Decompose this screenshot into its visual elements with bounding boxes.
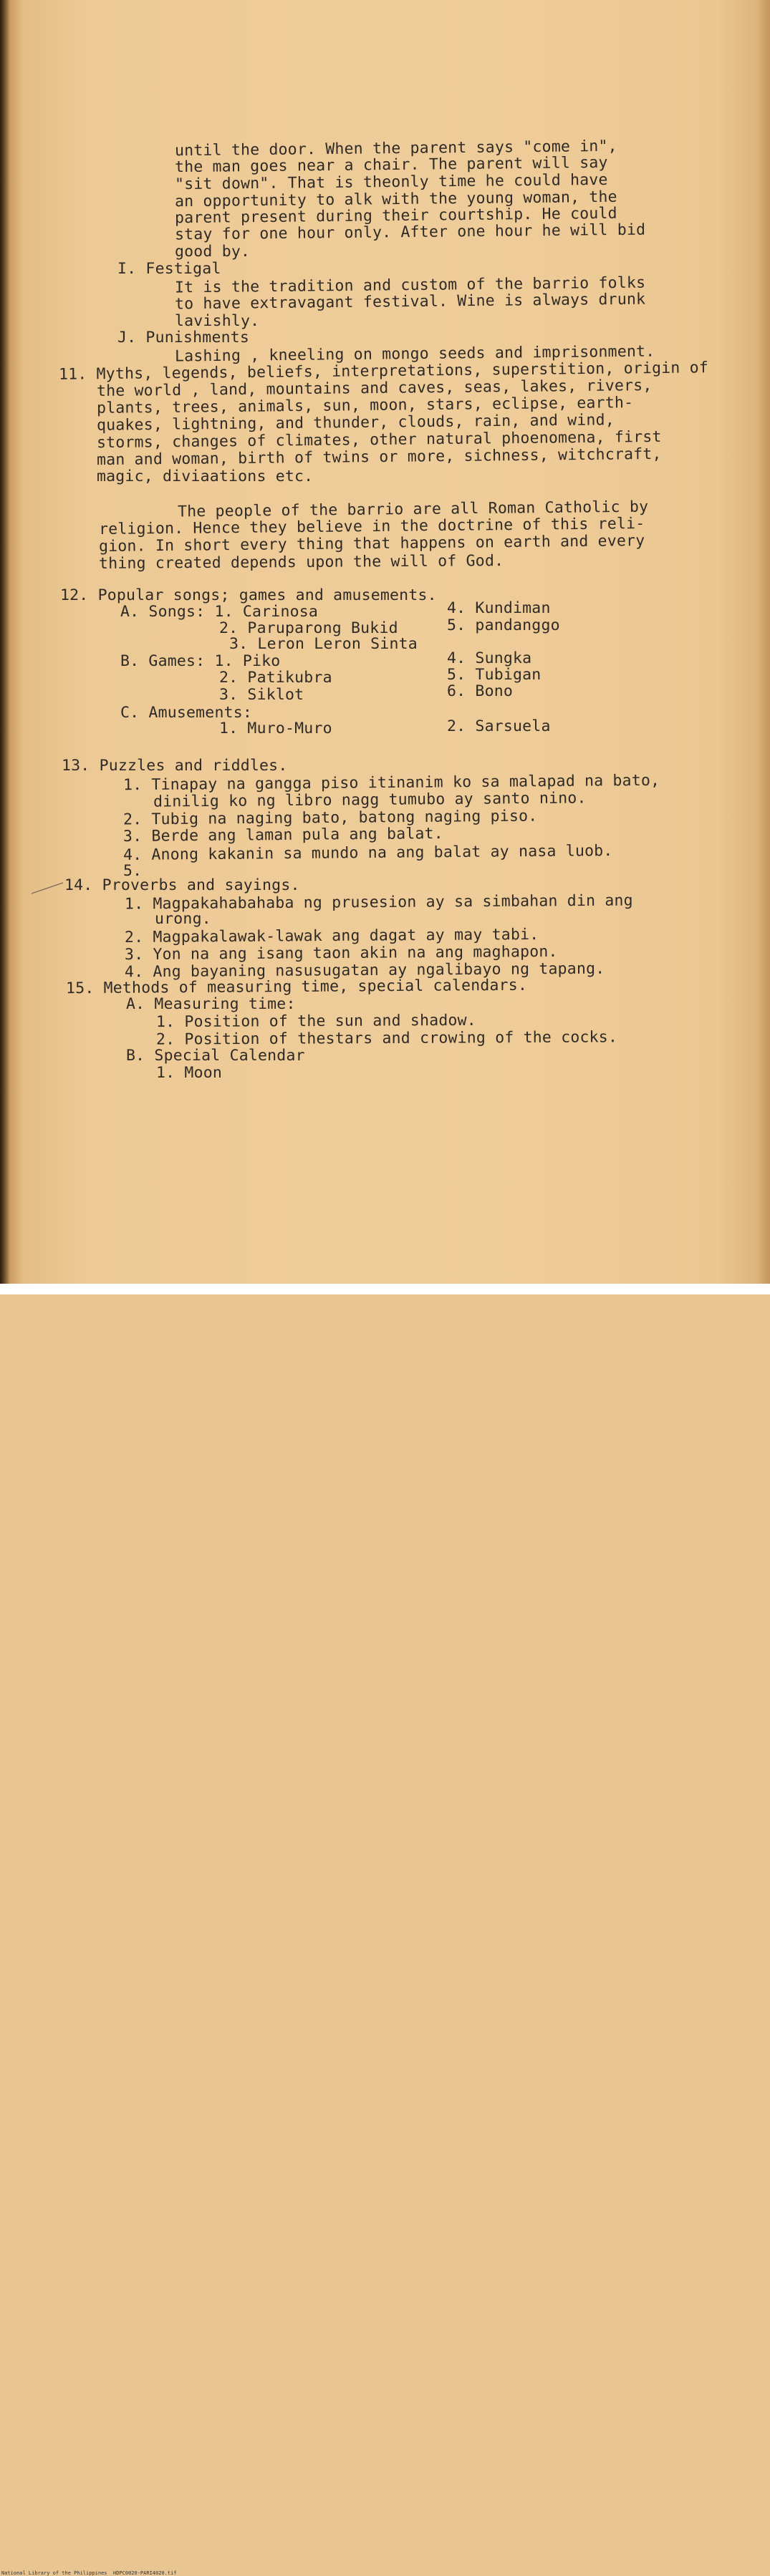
text-line: It is the tradition and custom of the barrio folks: [174, 273, 646, 297]
text-line: The people of the barrio are all Roman Catholic by: [177, 498, 649, 521]
item-heading: 13. Puzzles and riddles.: [62, 757, 288, 775]
list-line: 1. Magpakahabahaba ng prusesion ay sa simbahan din ang: [124, 891, 633, 914]
list-line: B. Games: 1. Piko: [120, 652, 281, 670]
list-line: 1. Tinapay na gangga piso itinanim ko sa malapad na bato,: [122, 771, 660, 795]
section-heading: J. Punishments: [117, 329, 250, 347]
list-line: 2. Paruparong Bukid: [219, 619, 398, 637]
item-heading: 15. Methods of measuring time, special calendars.: [65, 976, 528, 998]
list-line: dinilig ko ng libro nagg tumubo ay santo nino.: [153, 789, 587, 811]
list-line: 2. Tubig na naging bato, batong naging piso.: [122, 807, 538, 829]
text-line: parent present during their courtship. He could: [174, 204, 617, 228]
text-line: an opportunity to alk with the young woman, the: [174, 188, 617, 211]
list-line: urong.: [155, 910, 211, 928]
list-line: 4. Sungka: [447, 649, 532, 667]
list-line: B. Special Calendar: [126, 1047, 305, 1065]
text-line: good by.: [175, 243, 251, 261]
text-line: storms, changes of climates, other natural phoenomena, first: [96, 427, 662, 452]
list-line: 5.: [123, 862, 143, 880]
scan-footer-strip: [0, 1284, 770, 2576]
text-line: magic, diviaations etc.: [97, 468, 314, 485]
item-heading: 11. Myths, legends, beliefs, interpretations, superstition, origin of: [58, 359, 709, 384]
list-line: 2. Magpakalawak-lawak ang dagat ay may tabi.: [124, 925, 539, 947]
list-line: 5. pandanggo: [447, 616, 560, 634]
section-heading: I. Festigal: [117, 260, 221, 278]
list-line: 4. Ang bayaning nasusugatan ay ngalibayo ng tapang.: [124, 959, 605, 982]
list-line: 2. Sarsuela: [447, 717, 551, 735]
list-line: C. Amusements:: [120, 704, 253, 722]
text-line: to have extravagant festival. Wine is always drunk: [174, 290, 646, 314]
footer-credit: National Library of the Philippines: [1, 2570, 107, 2576]
pencil-mark: [30, 881, 66, 898]
text-line: until the door. When the parent says "come in",: [174, 137, 617, 160]
list-line: 5. Tubigan: [447, 666, 542, 684]
text-line: plants, trees, animals, sun, moon, stars, eclipse, earth-: [96, 394, 634, 417]
list-line: 1. Moon: [156, 1064, 223, 1082]
page-edge-shadow: [757, 0, 770, 1294]
list-line: 3. Siklot: [219, 686, 304, 704]
text-line: "sit down". That is theonly time he could have: [174, 170, 608, 194]
list-line: 6. Bono: [447, 682, 514, 700]
text-line: quakes, lightning, and thunder, clouds, rain, and wind,: [96, 411, 615, 435]
list-line: 3. Leron Leron Sinta: [229, 635, 418, 653]
list-line: 3. Yon na ang isang taon akin na ang maghapon.: [124, 942, 558, 964]
text-line: man and woman, birth of twins or more, sichness, witchcraft,: [96, 445, 662, 470]
text-line: the man goes near a chair. The parent will say: [174, 153, 608, 177]
list-line: 1. Position of the sun and shadow.: [155, 1011, 476, 1032]
text-line: Lashing , kneeling on mongo seeds and imprisonment.: [174, 342, 655, 366]
list-line: 2. Patikubra: [219, 669, 332, 687]
list-line: 2. Position of thestars and crowing of the cocks.: [155, 1028, 618, 1049]
list-line: A. Songs: 1. Carinosa: [120, 603, 319, 621]
item-heading: 14. Proverbs and sayings.: [64, 876, 300, 894]
list-line: 4. Kundiman: [447, 599, 551, 617]
list-line: 3. Berde ang laman pula ang balat.: [122, 825, 444, 846]
text-line: the world , land, mountains and caves, seas, lakes, rivers,: [96, 376, 653, 401]
list-line: A. Measuring time:: [126, 995, 296, 1013]
item-heading: 12. Popular songs; games and amusements.: [60, 586, 437, 604]
footer-file-ref: HDPC0020-PARI4020.tif: [113, 2570, 177, 2576]
list-line: 1. Muro-Muro: [219, 720, 332, 737]
text-line: religion. Hence they believe in the doctrine of this reli-: [98, 515, 645, 538]
text-line: thing created depends upon the will of God.: [98, 552, 504, 573]
text-line: stay for one hour only. After one hour he will bid: [174, 221, 646, 244]
text-line: lavishly.: [175, 312, 260, 330]
text-line: gion. In short every thing that happens on earth and every: [98, 532, 645, 556]
list-line: 4. Anong kakanin sa mundo na ang balat ay nasa luob.: [122, 842, 613, 864]
